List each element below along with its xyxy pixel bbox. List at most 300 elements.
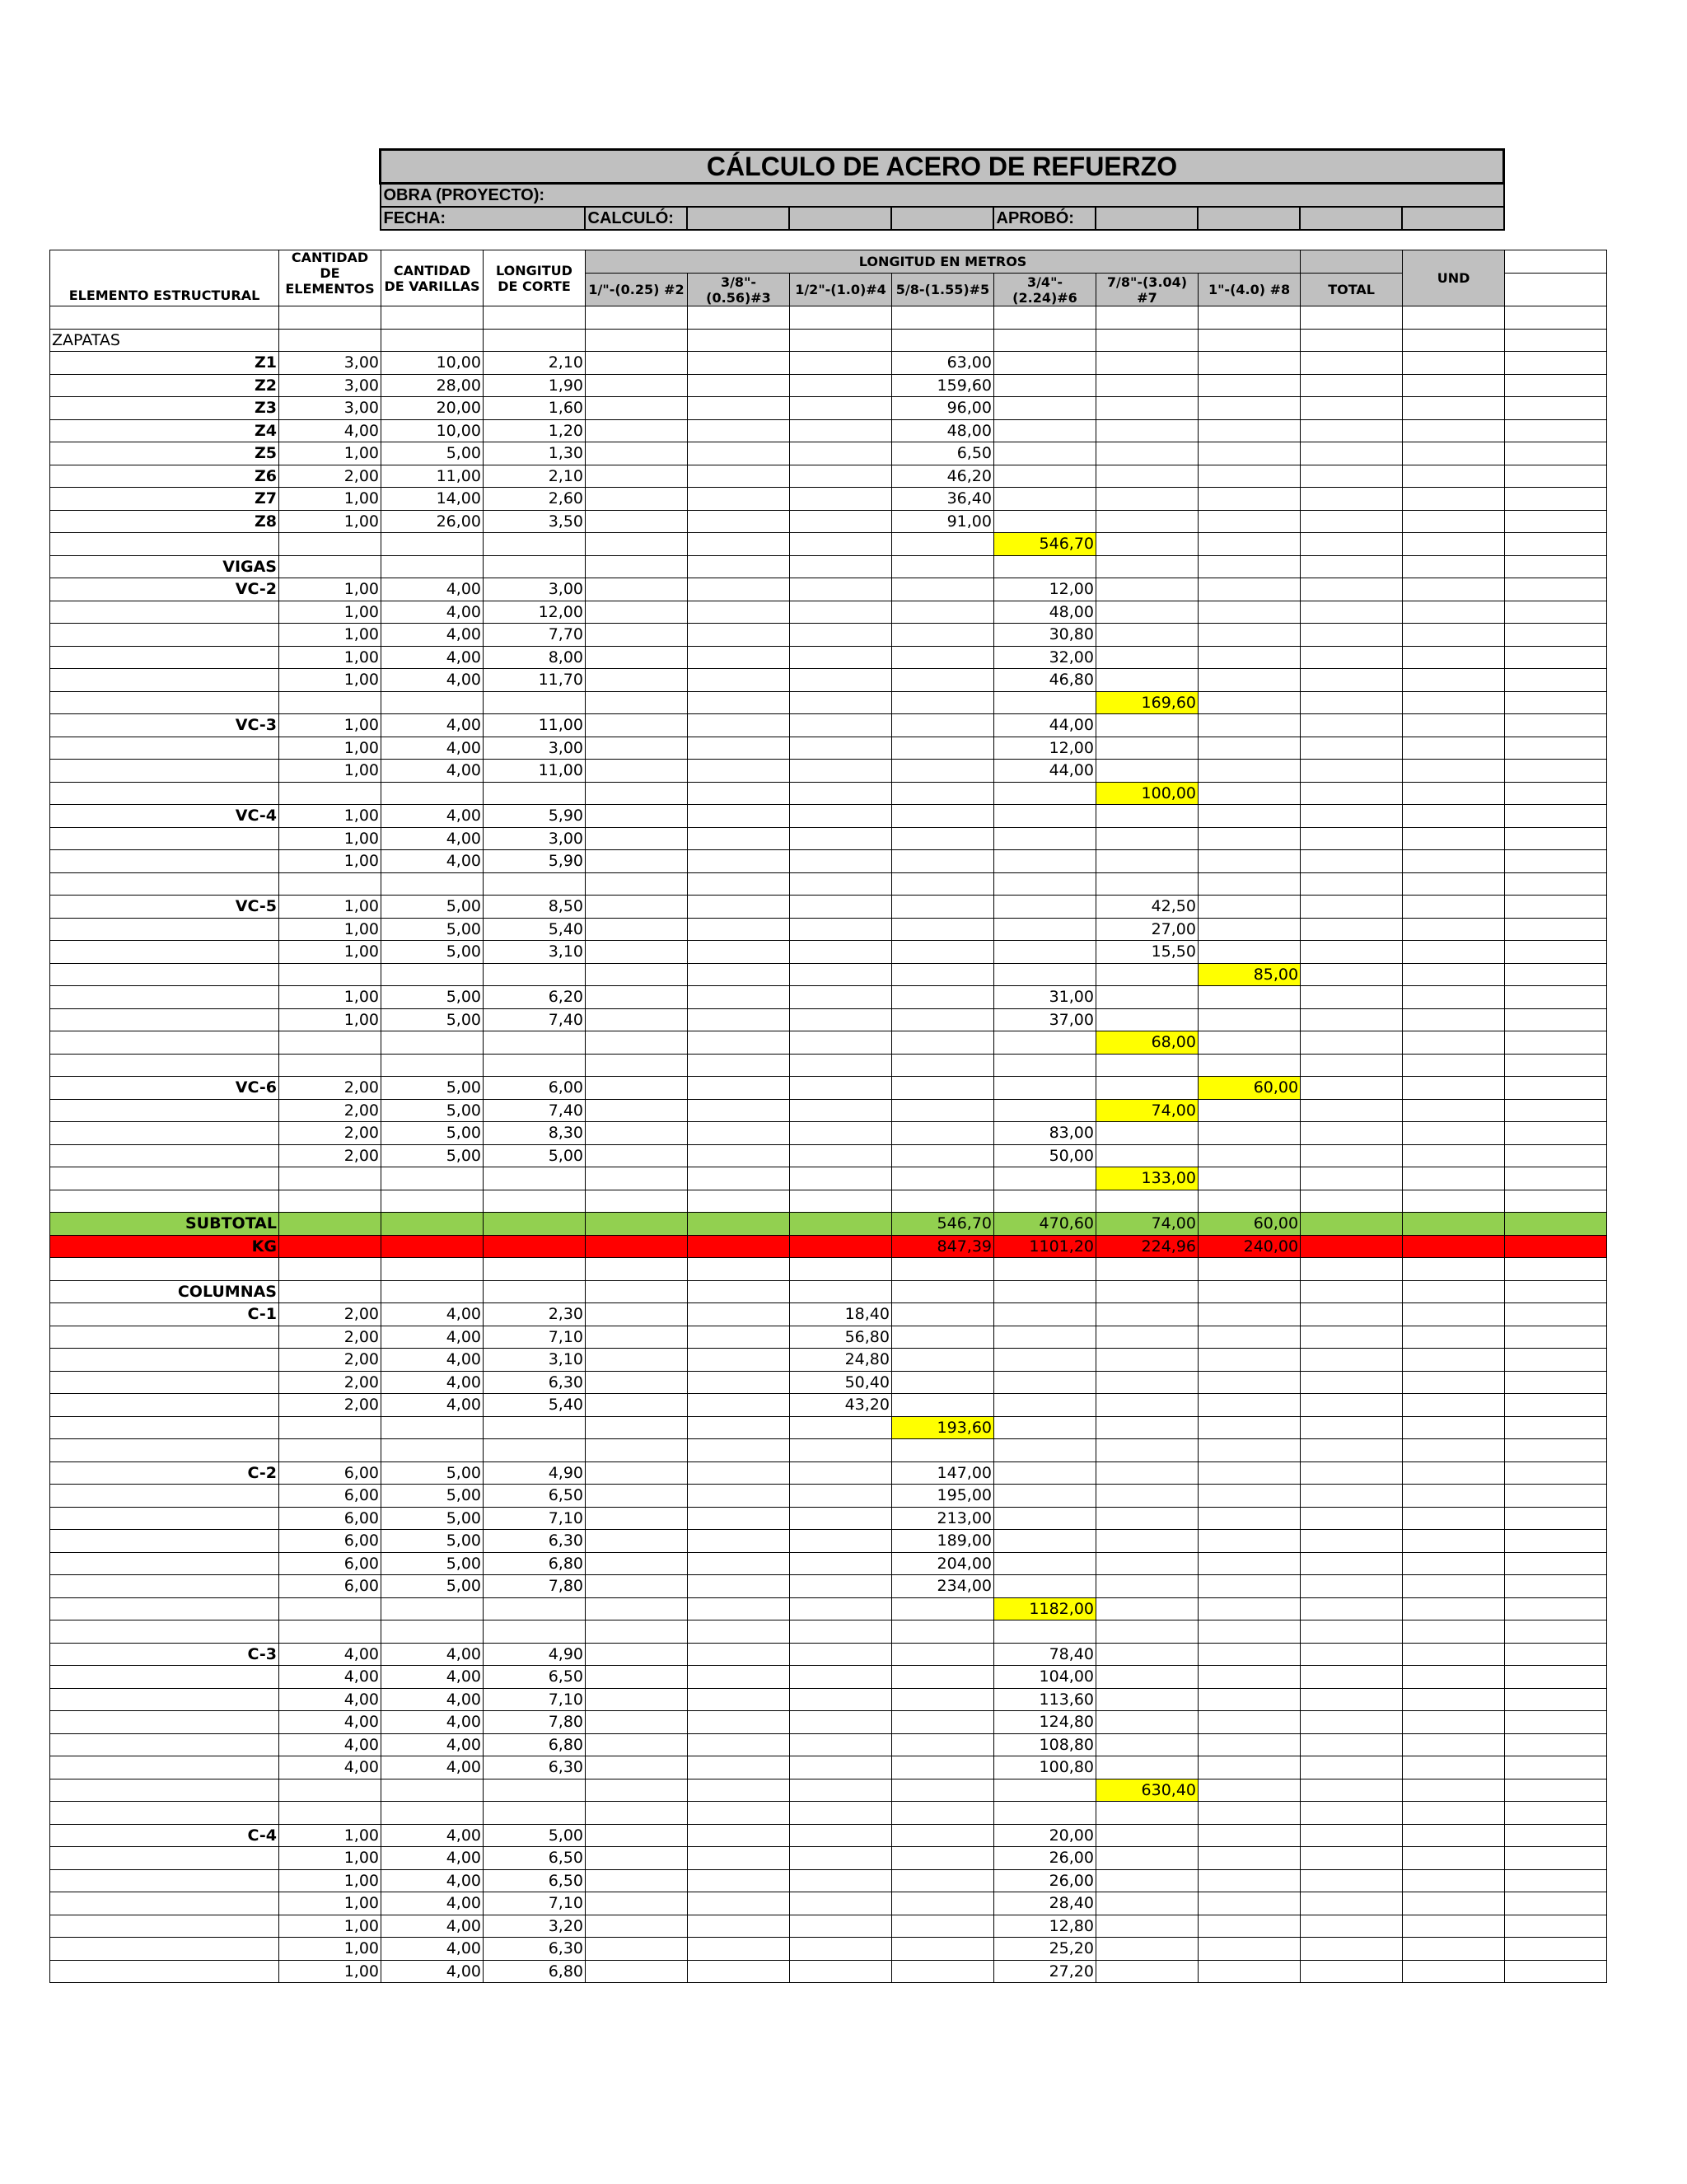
- diam-5-cell[interactable]: [892, 1711, 994, 1734]
- und-cell[interactable]: [1403, 1031, 1505, 1055]
- aprobo-field[interactable]: APROBÓ:: [993, 207, 1096, 230]
- extra-cell[interactable]: [1505, 1439, 1607, 1462]
- row-label[interactable]: [50, 872, 279, 896]
- total-cell[interactable]: [1301, 1711, 1403, 1734]
- extra-cell[interactable]: [1505, 555, 1607, 578]
- diam-2-cell[interactable]: [586, 1235, 688, 1258]
- diam-7-cell[interactable]: [1096, 352, 1199, 375]
- diam-6-cell[interactable]: 50,00: [994, 1144, 1096, 1167]
- cantidad-varillas-cell[interactable]: 4,00: [381, 1394, 484, 1417]
- diam-6-cell[interactable]: [994, 782, 1096, 805]
- diam-3-cell[interactable]: [688, 1688, 790, 1711]
- diam-6-cell[interactable]: 48,00: [994, 601, 1096, 624]
- diam-4-cell[interactable]: [790, 1756, 892, 1779]
- row-label[interactable]: Z4: [50, 419, 279, 442]
- extra-cell[interactable]: [1505, 669, 1607, 692]
- cantidad-elementos-cell[interactable]: 1,00: [279, 488, 381, 511]
- diam-6-cell[interactable]: 37,00: [994, 1008, 1096, 1031]
- extra-cell[interactable]: [1505, 691, 1607, 714]
- und-cell[interactable]: [1403, 1869, 1505, 1892]
- diam-6-cell[interactable]: [994, 329, 1096, 352]
- diam-3-cell[interactable]: [688, 1371, 790, 1394]
- cantidad-varillas-cell[interactable]: 4,00: [381, 850, 484, 873]
- row-label[interactable]: KG: [50, 1235, 279, 1258]
- und-cell[interactable]: [1403, 1258, 1505, 1281]
- diam-8-cell[interactable]: [1199, 419, 1301, 442]
- diam-7-cell[interactable]: [1096, 510, 1199, 533]
- cantidad-elementos-cell[interactable]: 1,00: [279, 986, 381, 1009]
- diam-4-cell[interactable]: [790, 986, 892, 1009]
- longitud-corte-cell[interactable]: 5,00: [484, 1144, 586, 1167]
- diam-6-cell[interactable]: 12,80: [994, 1915, 1096, 1938]
- extra-cell[interactable]: [1505, 488, 1607, 511]
- longitud-corte-cell[interactable]: 6,50: [484, 1847, 586, 1870]
- total-cell[interactable]: [1301, 1054, 1403, 1077]
- diam-2-cell[interactable]: [586, 805, 688, 828]
- diam-5-cell[interactable]: [892, 1869, 994, 1892]
- diam-7-cell[interactable]: [1096, 1303, 1199, 1326]
- row-label[interactable]: SUBTOTAL: [50, 1213, 279, 1236]
- row-label[interactable]: [50, 1847, 279, 1870]
- diam-4-cell[interactable]: [790, 1620, 892, 1644]
- longitud-corte-cell[interactable]: 1,60: [484, 397, 586, 420]
- diam-8-cell[interactable]: [1199, 1190, 1301, 1213]
- diam-5-cell[interactable]: [892, 1371, 994, 1394]
- cantidad-elementos-cell[interactable]: [279, 1280, 381, 1303]
- row-label[interactable]: [50, 1008, 279, 1031]
- diam-4-cell[interactable]: [790, 1530, 892, 1553]
- diam-3-cell[interactable]: [688, 1144, 790, 1167]
- longitud-corte-cell[interactable]: [484, 1620, 586, 1644]
- diam-8-cell[interactable]: [1199, 1779, 1301, 1802]
- diam-3-cell[interactable]: [688, 442, 790, 465]
- cantidad-varillas-cell[interactable]: 5,00: [381, 1507, 484, 1530]
- cantidad-varillas-cell[interactable]: 4,00: [381, 1326, 484, 1349]
- row-label[interactable]: [50, 1031, 279, 1055]
- diam-7-cell[interactable]: [1096, 1824, 1199, 1847]
- diam-6-cell[interactable]: [994, 1190, 1096, 1213]
- diam-8-cell[interactable]: [1199, 1960, 1301, 1983]
- und-cell[interactable]: [1403, 1802, 1505, 1825]
- cantidad-varillas-cell[interactable]: 20,00: [381, 397, 484, 420]
- und-cell[interactable]: [1403, 760, 1505, 783]
- diam-6-cell[interactable]: [994, 963, 1096, 986]
- diam-2-cell[interactable]: [586, 1507, 688, 1530]
- total-cell[interactable]: [1301, 1620, 1403, 1644]
- und-cell[interactable]: [1403, 1915, 1505, 1938]
- diam-8-cell[interactable]: [1199, 1824, 1301, 1847]
- diam-6-cell[interactable]: [994, 1054, 1096, 1077]
- diam-2-cell[interactable]: [586, 646, 688, 669]
- diam-3-cell[interactable]: [688, 488, 790, 511]
- diam-6-cell[interactable]: 25,20: [994, 1938, 1096, 1961]
- diam-5-cell[interactable]: [892, 1938, 994, 1961]
- cantidad-varillas-cell[interactable]: 5,00: [381, 1008, 484, 1031]
- cantidad-elementos-cell[interactable]: 1,00: [279, 896, 381, 919]
- und-cell[interactable]: [1403, 1326, 1505, 1349]
- und-cell[interactable]: [1403, 691, 1505, 714]
- diam-2-cell[interactable]: [586, 1008, 688, 1031]
- diam-6-cell[interactable]: [994, 1167, 1096, 1190]
- diam-8-cell[interactable]: [1199, 352, 1301, 375]
- diam-8-cell[interactable]: [1199, 1847, 1301, 1870]
- diam-4-cell[interactable]: 24,80: [790, 1349, 892, 1372]
- cantidad-varillas-cell[interactable]: 4,00: [381, 1960, 484, 1983]
- diam-8-cell[interactable]: [1199, 1122, 1301, 1145]
- longitud-corte-cell[interactable]: 7,40: [484, 1008, 586, 1031]
- diam-4-cell[interactable]: [790, 419, 892, 442]
- diam-8-cell[interactable]: [1199, 691, 1301, 714]
- row-label[interactable]: [50, 1122, 279, 1145]
- cantidad-varillas-cell[interactable]: 4,00: [381, 1869, 484, 1892]
- diam-5-cell[interactable]: 204,00: [892, 1552, 994, 1575]
- diam-4-cell[interactable]: [790, 329, 892, 352]
- cantidad-elementos-cell[interactable]: 1,00: [279, 714, 381, 737]
- diam-5-cell[interactable]: [892, 714, 994, 737]
- diam-4-cell[interactable]: 50,40: [790, 1371, 892, 1394]
- cantidad-varillas-cell[interactable]: 4,00: [381, 737, 484, 760]
- extra-cell[interactable]: [1505, 941, 1607, 964]
- total-cell[interactable]: [1301, 1847, 1403, 1870]
- und-cell[interactable]: [1403, 1643, 1505, 1666]
- diam-2-cell[interactable]: [586, 1643, 688, 1666]
- total-cell[interactable]: [1301, 1779, 1403, 1802]
- cantidad-elementos-cell[interactable]: [279, 1779, 381, 1802]
- row-label[interactable]: [50, 691, 279, 714]
- diam-2-cell[interactable]: [586, 1190, 688, 1213]
- diam-7-cell[interactable]: [1096, 1485, 1199, 1508]
- diam-5-cell[interactable]: 91,00: [892, 510, 994, 533]
- diam-8-cell[interactable]: [1199, 714, 1301, 737]
- diam-3-cell[interactable]: [688, 624, 790, 647]
- cantidad-elementos-cell[interactable]: [279, 1802, 381, 1825]
- cantidad-elementos-cell[interactable]: 6,00: [279, 1575, 381, 1598]
- longitud-corte-cell[interactable]: [484, 1031, 586, 1055]
- total-cell[interactable]: [1301, 510, 1403, 533]
- und-cell[interactable]: [1403, 1711, 1505, 1734]
- diam-7-cell[interactable]: [1096, 646, 1199, 669]
- diam-5-cell[interactable]: 193,60: [892, 1416, 994, 1439]
- total-cell[interactable]: [1301, 1167, 1403, 1190]
- aprobo-value[interactable]: [1198, 207, 1300, 230]
- diam-7-cell[interactable]: [1096, 555, 1199, 578]
- und-cell[interactable]: [1403, 1688, 1505, 1711]
- diam-8-cell[interactable]: [1199, 1371, 1301, 1394]
- diam-5-cell[interactable]: 234,00: [892, 1575, 994, 1598]
- diam-7-cell[interactable]: [1096, 465, 1199, 488]
- cantidad-elementos-cell[interactable]: 6,00: [279, 1461, 381, 1485]
- row-label[interactable]: VC-5: [50, 896, 279, 919]
- cantidad-elementos-cell[interactable]: 2,00: [279, 1099, 381, 1122]
- und-cell[interactable]: [1403, 1213, 1505, 1236]
- cantidad-elementos-cell[interactable]: 1,00: [279, 1892, 381, 1915]
- extra-cell[interactable]: [1505, 419, 1607, 442]
- row-label[interactable]: [50, 941, 279, 964]
- diam-3-cell[interactable]: [688, 510, 790, 533]
- longitud-corte-cell[interactable]: [484, 1213, 586, 1236]
- diam-4-cell[interactable]: [790, 1213, 892, 1236]
- diam-5-cell[interactable]: [892, 963, 994, 986]
- diam-4-cell[interactable]: [790, 850, 892, 873]
- und-cell[interactable]: [1403, 1416, 1505, 1439]
- extra-cell[interactable]: [1505, 374, 1607, 397]
- longitud-corte-cell[interactable]: 7,40: [484, 1099, 586, 1122]
- diam-6-cell[interactable]: [994, 465, 1096, 488]
- diam-3-cell[interactable]: [688, 782, 790, 805]
- diam-2-cell[interactable]: [586, 465, 688, 488]
- total-cell[interactable]: [1301, 488, 1403, 511]
- und-cell[interactable]: [1403, 872, 1505, 896]
- diam-8-cell[interactable]: [1199, 1439, 1301, 1462]
- diam-7-cell[interactable]: 68,00: [1096, 1031, 1199, 1055]
- diam-5-cell[interactable]: [892, 1122, 994, 1145]
- extra-cell[interactable]: [1505, 1190, 1607, 1213]
- diam-6-cell[interactable]: [994, 896, 1096, 919]
- diam-8-cell[interactable]: [1199, 805, 1301, 828]
- diam-3-cell[interactable]: [688, 737, 790, 760]
- total-cell[interactable]: [1301, 1461, 1403, 1485]
- diam-8-cell[interactable]: [1199, 488, 1301, 511]
- diam-2-cell[interactable]: [586, 669, 688, 692]
- und-cell[interactable]: [1403, 1099, 1505, 1122]
- longitud-corte-cell[interactable]: 11,70: [484, 669, 586, 692]
- total-cell[interactable]: [1301, 1371, 1403, 1394]
- diam-3-cell[interactable]: [688, 1416, 790, 1439]
- diam-2-cell[interactable]: [586, 1144, 688, 1167]
- cantidad-elementos-cell[interactable]: 1,00: [279, 941, 381, 964]
- diam-5-cell[interactable]: [892, 1892, 994, 1915]
- diam-4-cell[interactable]: [790, 1190, 892, 1213]
- extra-cell[interactable]: [1505, 1915, 1607, 1938]
- diam-3-cell[interactable]: [688, 1303, 790, 1326]
- cantidad-elementos-cell[interactable]: [279, 1597, 381, 1620]
- diam-6-cell[interactable]: [994, 1575, 1096, 1598]
- diam-7-cell[interactable]: [1096, 986, 1199, 1009]
- diam-7-cell[interactable]: [1096, 872, 1199, 896]
- extra-cell[interactable]: [1505, 1077, 1607, 1100]
- und-cell[interactable]: [1403, 1597, 1505, 1620]
- und-cell[interactable]: [1403, 488, 1505, 511]
- longitud-corte-cell[interactable]: [484, 1280, 586, 1303]
- diam-6-cell[interactable]: [994, 1461, 1096, 1485]
- diam-5-cell[interactable]: [892, 1643, 994, 1666]
- diam-8-cell[interactable]: [1199, 1938, 1301, 1961]
- diam-3-cell[interactable]: [688, 1235, 790, 1258]
- diam-3-cell[interactable]: [688, 1054, 790, 1077]
- diam-4-cell[interactable]: [790, 941, 892, 964]
- total-cell[interactable]: [1301, 1008, 1403, 1031]
- cantidad-elementos-cell[interactable]: 1,00: [279, 1869, 381, 1892]
- row-label[interactable]: [50, 1190, 279, 1213]
- longitud-corte-cell[interactable]: 6,00: [484, 1077, 586, 1100]
- diam-6-cell[interactable]: [994, 918, 1096, 941]
- diam-5-cell[interactable]: [892, 601, 994, 624]
- diam-8-cell[interactable]: [1199, 1280, 1301, 1303]
- diam-6-cell[interactable]: [994, 1077, 1096, 1100]
- und-cell[interactable]: [1403, 624, 1505, 647]
- diam-7-cell[interactable]: [1096, 1054, 1199, 1077]
- diam-5-cell[interactable]: [892, 1439, 994, 1462]
- diam-4-cell[interactable]: [790, 1144, 892, 1167]
- cantidad-elementos-cell[interactable]: [279, 1416, 381, 1439]
- diam-8-cell[interactable]: [1199, 1575, 1301, 1598]
- longitud-corte-cell[interactable]: [484, 1235, 586, 1258]
- diam-4-cell[interactable]: [790, 1054, 892, 1077]
- row-label[interactable]: [50, 1892, 279, 1915]
- diam-4-cell[interactable]: [790, 1575, 892, 1598]
- extra-cell[interactable]: [1505, 782, 1607, 805]
- longitud-corte-cell[interactable]: [484, 1779, 586, 1802]
- total-cell[interactable]: [1301, 1733, 1403, 1756]
- diam-6-cell[interactable]: 30,80: [994, 624, 1096, 647]
- cantidad-varillas-cell[interactable]: [381, 1054, 484, 1077]
- total-cell[interactable]: [1301, 1394, 1403, 1417]
- longitud-corte-cell[interactable]: 8,50: [484, 896, 586, 919]
- cantidad-elementos-cell[interactable]: 3,00: [279, 352, 381, 375]
- total-cell[interactable]: [1301, 1552, 1403, 1575]
- longitud-corte-cell[interactable]: [484, 1416, 586, 1439]
- diam-2-cell[interactable]: [586, 1802, 688, 1825]
- total-cell[interactable]: [1301, 1530, 1403, 1553]
- row-label[interactable]: [50, 1711, 279, 1734]
- diam-5-cell[interactable]: [892, 1054, 994, 1077]
- extra-cell[interactable]: [1505, 827, 1607, 850]
- diam-5-cell[interactable]: [892, 691, 994, 714]
- und-cell[interactable]: [1403, 805, 1505, 828]
- longitud-corte-cell[interactable]: 7,10: [484, 1507, 586, 1530]
- diam-5-cell[interactable]: [892, 1190, 994, 1213]
- und-cell[interactable]: [1403, 306, 1505, 330]
- total-cell[interactable]: [1301, 1960, 1403, 1983]
- cantidad-elementos-cell[interactable]: 6,00: [279, 1530, 381, 1553]
- extra-cell[interactable]: [1505, 1530, 1607, 1553]
- diam-3-cell[interactable]: [688, 555, 790, 578]
- extra-cell[interactable]: [1505, 1711, 1607, 1734]
- total-cell[interactable]: [1301, 737, 1403, 760]
- diam-8-cell[interactable]: [1199, 578, 1301, 601]
- longitud-corte-cell[interactable]: 1,20: [484, 419, 586, 442]
- diam-3-cell[interactable]: [688, 1620, 790, 1644]
- row-label[interactable]: [50, 1099, 279, 1122]
- cantidad-elementos-cell[interactable]: 1,00: [279, 805, 381, 828]
- diam-7-cell[interactable]: [1096, 1597, 1199, 1620]
- diam-2-cell[interactable]: [586, 1552, 688, 1575]
- diam-7-cell[interactable]: [1096, 1960, 1199, 1983]
- longitud-corte-cell[interactable]: 2,10: [484, 352, 586, 375]
- cantidad-varillas-cell[interactable]: 10,00: [381, 352, 484, 375]
- diam-5-cell[interactable]: 213,00: [892, 1507, 994, 1530]
- cantidad-elementos-cell[interactable]: 1,00: [279, 1824, 381, 1847]
- longitud-corte-cell[interactable]: 6,80: [484, 1733, 586, 1756]
- und-cell[interactable]: [1403, 1847, 1505, 1870]
- diam-2-cell[interactable]: [586, 1394, 688, 1417]
- aprobo-value[interactable]: [1300, 207, 1402, 230]
- row-label[interactable]: VC-3: [50, 714, 279, 737]
- diam-8-cell[interactable]: [1199, 1643, 1301, 1666]
- diam-5-cell[interactable]: [892, 918, 994, 941]
- diam-8-cell[interactable]: [1199, 1756, 1301, 1779]
- diam-7-cell[interactable]: 100,00: [1096, 782, 1199, 805]
- diam-3-cell[interactable]: [688, 419, 790, 442]
- diam-8-cell[interactable]: [1199, 782, 1301, 805]
- diam-2-cell[interactable]: [586, 578, 688, 601]
- diam-8-cell[interactable]: 240,00: [1199, 1235, 1301, 1258]
- diam-5-cell[interactable]: [892, 329, 994, 352]
- diam-3-cell[interactable]: [688, 760, 790, 783]
- diam-4-cell[interactable]: [790, 1915, 892, 1938]
- row-label[interactable]: [50, 1258, 279, 1281]
- diam-6-cell[interactable]: [994, 397, 1096, 420]
- cantidad-varillas-cell[interactable]: 11,00: [381, 465, 484, 488]
- diam-5-cell[interactable]: [892, 1824, 994, 1847]
- cantidad-varillas-cell[interactable]: 4,00: [381, 646, 484, 669]
- cantidad-varillas-cell[interactable]: 5,00: [381, 1552, 484, 1575]
- row-label[interactable]: [50, 646, 279, 669]
- diam-5-cell[interactable]: [892, 1008, 994, 1031]
- cantidad-elementos-cell[interactable]: [279, 1235, 381, 1258]
- diam-7-cell[interactable]: 15,50: [1096, 941, 1199, 964]
- diam-2-cell[interactable]: [586, 918, 688, 941]
- cantidad-varillas-cell[interactable]: 5,00: [381, 918, 484, 941]
- diam-2-cell[interactable]: [586, 1439, 688, 1462]
- diam-7-cell[interactable]: [1096, 306, 1199, 330]
- extra-cell[interactable]: [1505, 306, 1607, 330]
- diam-3-cell[interactable]: [688, 1258, 790, 1281]
- diam-8-cell[interactable]: [1199, 1167, 1301, 1190]
- diam-2-cell[interactable]: [586, 737, 688, 760]
- diam-2-cell[interactable]: [586, 533, 688, 556]
- longitud-corte-cell[interactable]: [484, 1258, 586, 1281]
- row-label[interactable]: [50, 1756, 279, 1779]
- diam-7-cell[interactable]: [1096, 850, 1199, 873]
- diam-5-cell[interactable]: 63,00: [892, 352, 994, 375]
- diam-5-cell[interactable]: 847,39: [892, 1235, 994, 1258]
- diam-7-cell[interactable]: [1096, 1688, 1199, 1711]
- diam-5-cell[interactable]: [892, 1733, 994, 1756]
- diam-4-cell[interactable]: [790, 578, 892, 601]
- extra-cell[interactable]: [1505, 872, 1607, 896]
- diam-8-cell[interactable]: [1199, 1144, 1301, 1167]
- diam-8-cell[interactable]: [1199, 941, 1301, 964]
- diam-6-cell[interactable]: 44,00: [994, 714, 1096, 737]
- extra-cell[interactable]: [1505, 1144, 1607, 1167]
- cantidad-varillas-cell[interactable]: 4,00: [381, 1349, 484, 1372]
- extra-cell[interactable]: [1505, 760, 1607, 783]
- row-label[interactable]: [50, 1733, 279, 1756]
- total-cell[interactable]: [1301, 352, 1403, 375]
- total-cell[interactable]: [1301, 827, 1403, 850]
- cantidad-varillas-cell[interactable]: 4,00: [381, 1938, 484, 1961]
- diam-3-cell[interactable]: [688, 714, 790, 737]
- diam-6-cell[interactable]: 83,00: [994, 1122, 1096, 1145]
- und-cell[interactable]: [1403, 986, 1505, 1009]
- longitud-corte-cell[interactable]: [484, 1190, 586, 1213]
- total-cell[interactable]: [1301, 1031, 1403, 1055]
- cantidad-elementos-cell[interactable]: [279, 1439, 381, 1462]
- longitud-corte-cell[interactable]: 6,80: [484, 1960, 586, 1983]
- diam-3-cell[interactable]: [688, 329, 790, 352]
- diam-3-cell[interactable]: [688, 1756, 790, 1779]
- diam-3-cell[interactable]: [688, 1938, 790, 1961]
- total-cell[interactable]: [1301, 1439, 1403, 1462]
- diam-2-cell[interactable]: [586, 419, 688, 442]
- diam-3-cell[interactable]: [688, 646, 790, 669]
- diam-2-cell[interactable]: [586, 397, 688, 420]
- cantidad-varillas-cell[interactable]: 4,00: [381, 805, 484, 828]
- cantidad-elementos-cell[interactable]: [279, 329, 381, 352]
- extra-cell[interactable]: [1505, 578, 1607, 601]
- cantidad-elementos-cell[interactable]: 1,00: [279, 601, 381, 624]
